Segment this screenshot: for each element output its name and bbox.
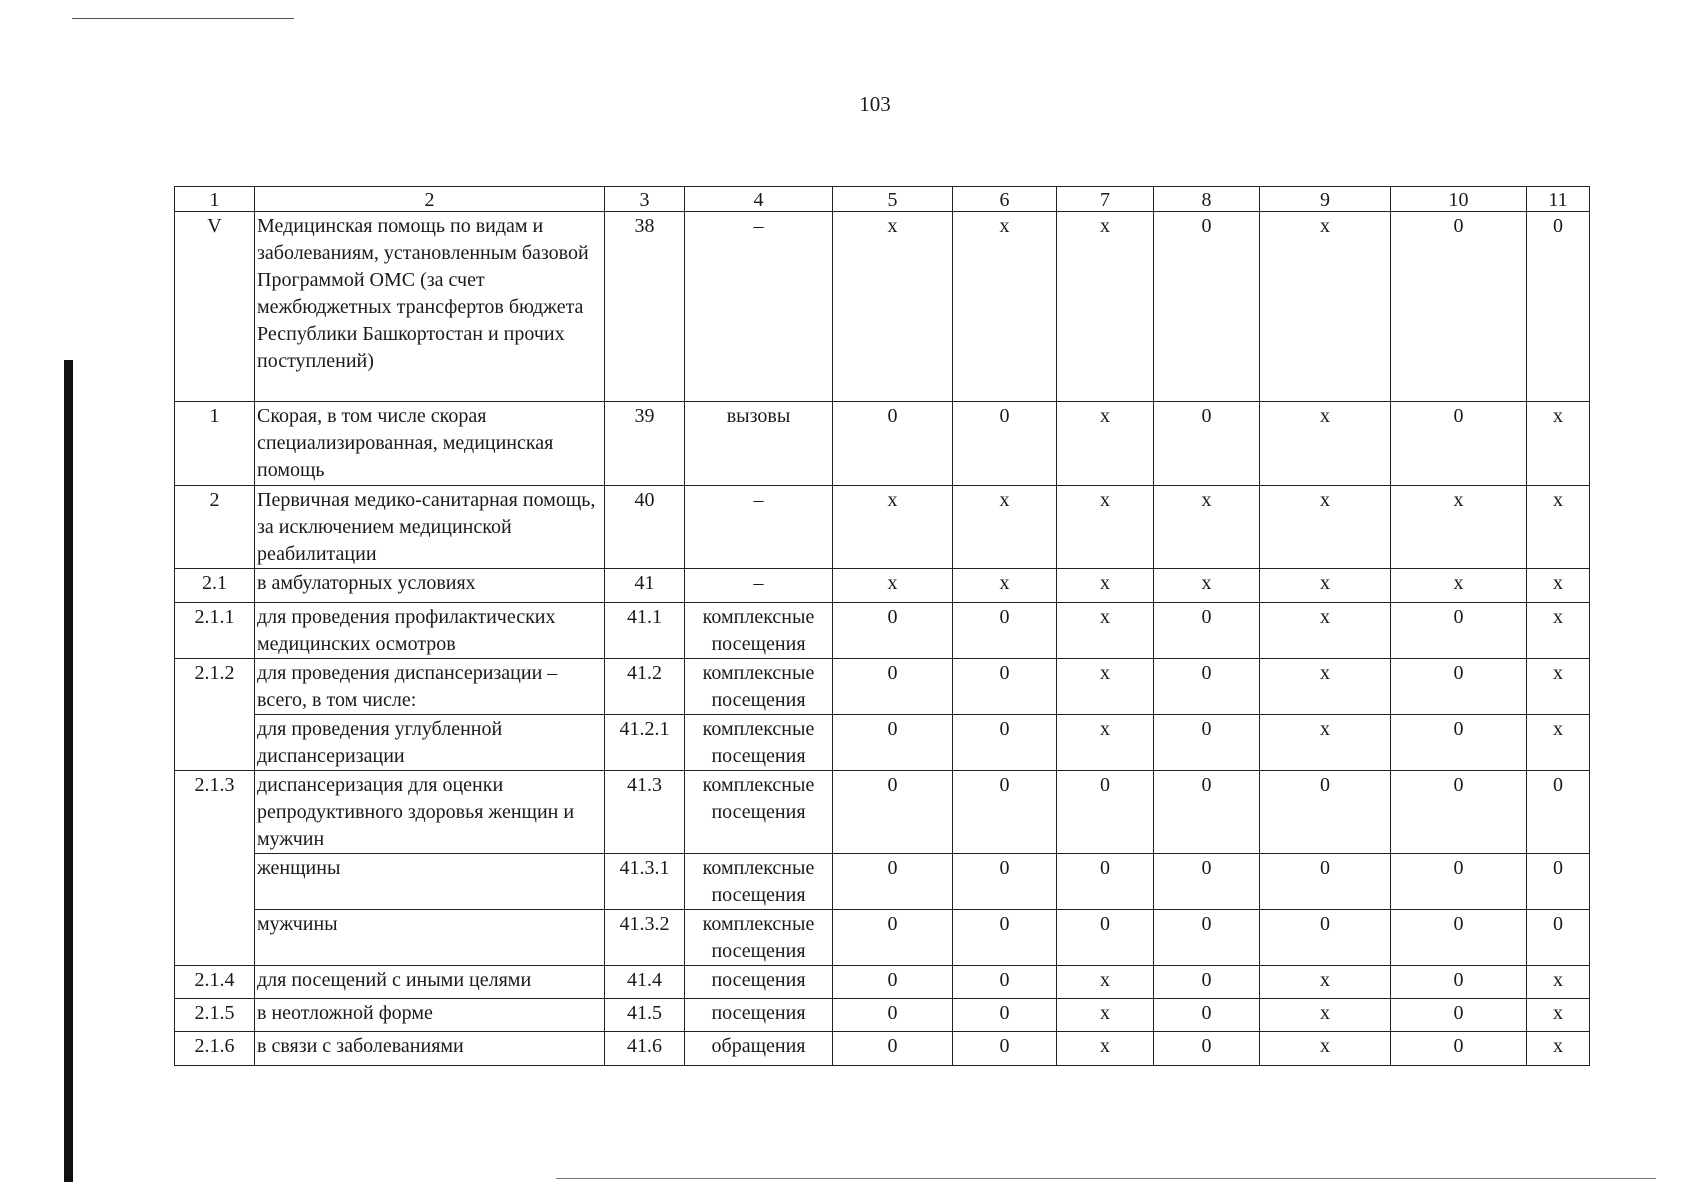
row-line-number: 40: [605, 486, 685, 569]
cell-col-10: 0: [1391, 659, 1527, 715]
cell-col-9: х: [1260, 569, 1391, 603]
header-cell-9: 9: [1260, 187, 1391, 212]
table-row: [175, 1032, 1590, 1066]
cell-col-9: 0: [1260, 771, 1391, 854]
row-line-number: 41.6: [605, 1032, 685, 1066]
cell-col-9: х: [1260, 659, 1391, 715]
row-description: в связи с заболеваниями: [255, 1032, 605, 1066]
cell-col-7: х: [1057, 212, 1154, 402]
cell-col-10: 0: [1391, 854, 1527, 910]
cell-col-9: х: [1260, 999, 1391, 1032]
cell-col-5: 0: [833, 715, 953, 771]
cell-col-8: 0: [1154, 212, 1260, 402]
row-unit: обращения: [685, 1032, 833, 1066]
table-row: [175, 910, 1590, 966]
row-line-number: 41.5: [605, 999, 685, 1032]
cell-col-10: х: [1391, 569, 1527, 603]
header-cell-3: 3: [605, 187, 685, 212]
cell-col-10: х: [1391, 486, 1527, 569]
row-description: для проведения диспансеризации – всего, в том числе:: [255, 659, 605, 715]
cell-col-9: х: [1260, 603, 1391, 659]
row-number: 2.1.3: [175, 771, 255, 966]
table-row: [175, 569, 1590, 603]
row-line-number: 41.3: [605, 771, 685, 854]
cell-col-7: х: [1057, 486, 1154, 569]
data-table: [174, 186, 1590, 1066]
cell-col-9: х: [1260, 715, 1391, 771]
cell-col-7: х: [1057, 1032, 1154, 1066]
row-unit: комплексные посещения: [685, 910, 833, 966]
scan-binding-bar: [64, 360, 73, 1182]
row-line-number: 41.2: [605, 659, 685, 715]
scan-edge-line-top: [72, 18, 294, 19]
cell-col-11: х: [1527, 966, 1590, 999]
row-unit: комплексные посещения: [685, 854, 833, 910]
cell-col-10: 0: [1391, 966, 1527, 999]
cell-col-5: 0: [833, 402, 953, 486]
row-description: в неотложной форме: [255, 999, 605, 1032]
cell-col-11: х: [1527, 486, 1590, 569]
cell-col-8: 0: [1154, 659, 1260, 715]
cell-col-7: 0: [1057, 910, 1154, 966]
cell-col-7: х: [1057, 402, 1154, 486]
cell-col-7: х: [1057, 715, 1154, 771]
header-cell-4: 4: [685, 187, 833, 212]
header-cell-7: 7: [1057, 187, 1154, 212]
cell-col-5: 0: [833, 603, 953, 659]
cell-col-7: х: [1057, 603, 1154, 659]
row-description: в амбулаторных условиях: [255, 569, 605, 603]
row-unit: посещения: [685, 999, 833, 1032]
cell-col-8: 0: [1154, 771, 1260, 854]
cell-col-10: 0: [1391, 771, 1527, 854]
cell-col-10: 0: [1391, 715, 1527, 771]
table-row: [175, 966, 1590, 999]
cell-col-9: 0: [1260, 910, 1391, 966]
cell-col-11: 0: [1527, 854, 1590, 910]
cell-col-10: 0: [1391, 910, 1527, 966]
cell-col-10: 0: [1391, 402, 1527, 486]
cell-col-10: 0: [1391, 603, 1527, 659]
row-unit: комплексные посещения: [685, 603, 833, 659]
cell-col-9: х: [1260, 402, 1391, 486]
cell-col-5: 0: [833, 999, 953, 1032]
cell-col-6: х: [953, 212, 1057, 402]
cell-col-11: х: [1527, 603, 1590, 659]
row-description: для проведения профилактических медицинских осмотров: [255, 603, 605, 659]
row-number: 2.1.5: [175, 999, 255, 1032]
row-number: 2.1.1: [175, 603, 255, 659]
row-number: 1: [175, 402, 255, 486]
header-cell-1: 1: [175, 187, 255, 212]
row-unit: посещения: [685, 966, 833, 999]
header-cell-11: 11: [1527, 187, 1590, 212]
cell-col-7: х: [1057, 999, 1154, 1032]
cell-col-11: 0: [1527, 771, 1590, 854]
cell-col-6: 0: [953, 1032, 1057, 1066]
cell-col-9: 0: [1260, 854, 1391, 910]
cell-col-8: х: [1154, 486, 1260, 569]
cell-col-8: 0: [1154, 999, 1260, 1032]
row-unit: –: [685, 212, 833, 402]
cell-col-8: 0: [1154, 715, 1260, 771]
cell-col-6: 0: [953, 659, 1057, 715]
cell-col-5: 0: [833, 1032, 953, 1066]
table-row: [175, 659, 1590, 715]
cell-col-10: 0: [1391, 1032, 1527, 1066]
row-unit: вызовы: [685, 402, 833, 486]
row-number: V: [175, 212, 255, 402]
row-description: мужчины: [255, 910, 605, 966]
cell-col-7: х: [1057, 659, 1154, 715]
cell-col-5: 0: [833, 659, 953, 715]
cell-col-5: 0: [833, 910, 953, 966]
cell-col-8: 0: [1154, 402, 1260, 486]
row-line-number: 41.4: [605, 966, 685, 999]
table-row: [175, 402, 1590, 486]
row-description: женщины: [255, 854, 605, 910]
cell-col-8: 0: [1154, 1032, 1260, 1066]
row-line-number: 41.1: [605, 603, 685, 659]
cell-col-11: х: [1527, 402, 1590, 486]
cell-col-11: х: [1527, 999, 1590, 1032]
cell-col-5: 0: [833, 854, 953, 910]
row-unit: –: [685, 569, 833, 603]
cell-col-10: 0: [1391, 999, 1527, 1032]
cell-col-6: х: [953, 569, 1057, 603]
cell-col-7: 0: [1057, 854, 1154, 910]
cell-col-8: 0: [1154, 966, 1260, 999]
row-number: 2.1.2: [175, 659, 255, 771]
cell-col-6: 0: [953, 402, 1057, 486]
row-unit: комплексные посещения: [685, 771, 833, 854]
cell-col-11: х: [1527, 569, 1590, 603]
row-unit: комплексные посещения: [685, 715, 833, 771]
cell-col-7: х: [1057, 569, 1154, 603]
cell-col-9: х: [1260, 486, 1391, 569]
table-row: [175, 715, 1590, 771]
row-description: Скорая, в том числе скорая специализированная, медицинская помощь: [255, 402, 605, 486]
cell-col-5: х: [833, 569, 953, 603]
cell-col-6: 0: [953, 771, 1057, 854]
row-number: 2.1.4: [175, 966, 255, 999]
cell-col-5: 0: [833, 966, 953, 999]
header-row: [175, 187, 1590, 212]
cell-col-5: 0: [833, 771, 953, 854]
cell-col-6: 0: [953, 966, 1057, 999]
header-cell-6: 6: [953, 187, 1057, 212]
table-row: [175, 854, 1590, 910]
row-description: Медицинская помощь по видам и заболеваниям, установленным базовой Программой ОМС (за счет межбюджетных трансфертов бюджета Республики Башкортостан и прочих поступлений): [255, 212, 605, 402]
cell-col-6: 0: [953, 715, 1057, 771]
row-description: для посещений с иными целями: [255, 966, 605, 999]
row-line-number: 41: [605, 569, 685, 603]
page-number: 103: [859, 92, 891, 116]
cell-col-8: 0: [1154, 910, 1260, 966]
header-cell-10: 10: [1391, 187, 1527, 212]
row-description: для проведения углубленной диспансеризации: [255, 715, 605, 771]
row-line-number: 41.2.1: [605, 715, 685, 771]
row-line-number: 41.3.2: [605, 910, 685, 966]
cell-col-10: 0: [1391, 212, 1527, 402]
cell-col-5: х: [833, 212, 953, 402]
header-cell-8: 8: [1154, 187, 1260, 212]
table-row: [175, 999, 1590, 1032]
cell-col-9: х: [1260, 1032, 1391, 1066]
row-number: 2.1: [175, 569, 255, 603]
table-row: [175, 486, 1590, 569]
cell-col-9: х: [1260, 966, 1391, 999]
cell-col-9: х: [1260, 212, 1391, 402]
row-number: 2: [175, 486, 255, 569]
row-line-number: 38: [605, 212, 685, 402]
row-description: Первичная медико-санитарная помощь, за исключением медицинской реабилитации: [255, 486, 605, 569]
cell-col-11: 0: [1527, 212, 1590, 402]
cell-col-7: 0: [1057, 771, 1154, 854]
header-cell-5: 5: [833, 187, 953, 212]
cell-col-11: 0: [1527, 910, 1590, 966]
scan-edge-line-bottom: [556, 1178, 1656, 1179]
row-line-number: 41.3.1: [605, 854, 685, 910]
row-number: 2.1.6: [175, 1032, 255, 1066]
row-description: диспансеризация для оценки репродуктивного здоровья женщин и мужчин: [255, 771, 605, 854]
table-row: [175, 771, 1590, 854]
header-cell-2: 2: [255, 187, 605, 212]
row-unit: комплексные посещения: [685, 659, 833, 715]
cell-col-7: х: [1057, 966, 1154, 999]
cell-col-6: 0: [953, 910, 1057, 966]
cell-col-6: 0: [953, 854, 1057, 910]
cell-col-8: 0: [1154, 603, 1260, 659]
cell-col-8: х: [1154, 569, 1260, 603]
row-line-number: 39: [605, 402, 685, 486]
row-unit: –: [685, 486, 833, 569]
cell-col-6: 0: [953, 603, 1057, 659]
cell-col-5: х: [833, 486, 953, 569]
cell-col-6: х: [953, 486, 1057, 569]
cell-col-11: х: [1527, 715, 1590, 771]
table-row: [175, 212, 1590, 402]
table-row: [175, 603, 1590, 659]
cell-col-11: х: [1527, 659, 1590, 715]
cell-col-8: 0: [1154, 854, 1260, 910]
cell-col-11: х: [1527, 1032, 1590, 1066]
cell-col-6: 0: [953, 999, 1057, 1032]
